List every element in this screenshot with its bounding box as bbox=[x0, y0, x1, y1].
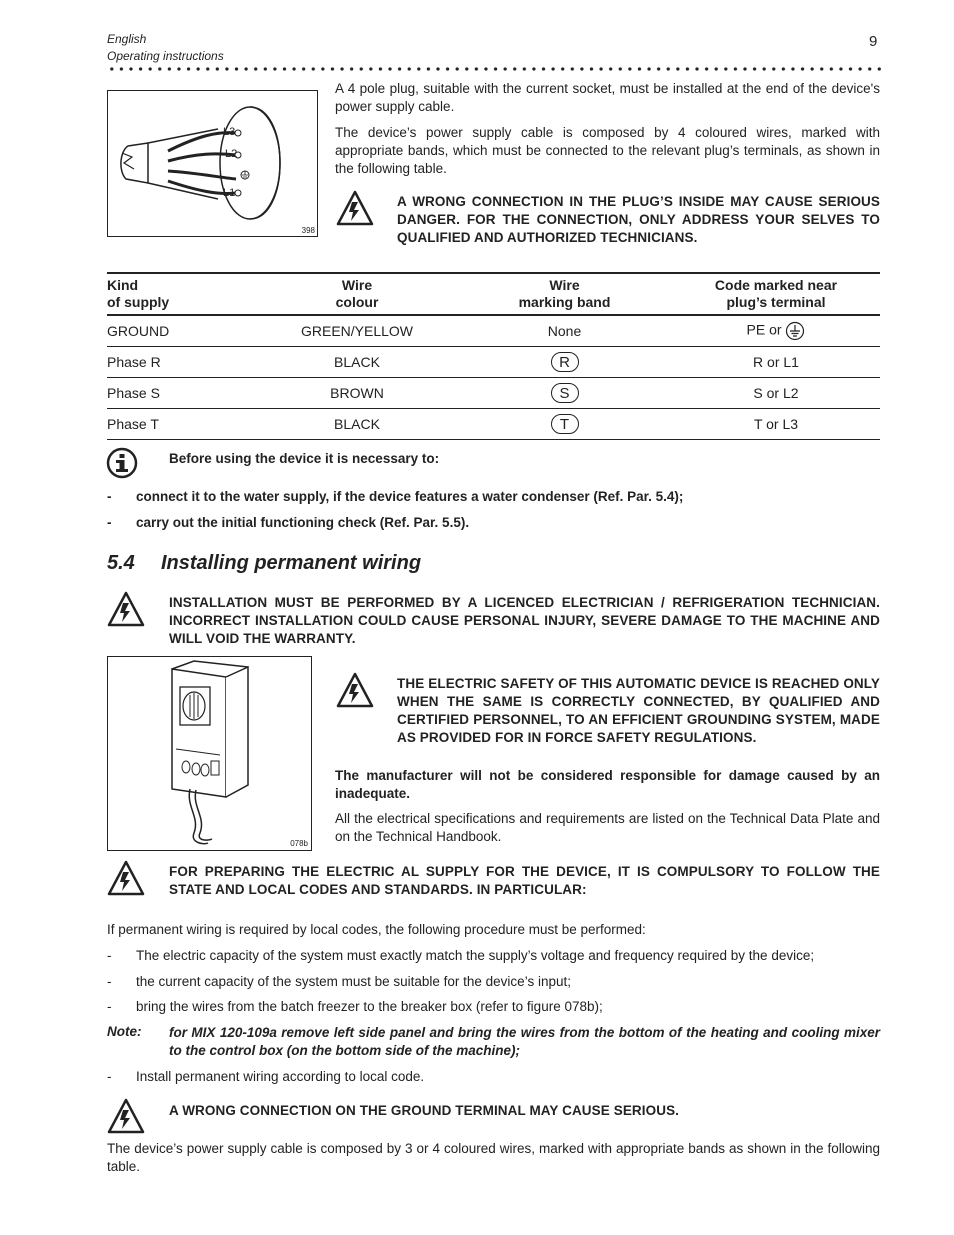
list-bullet: - bbox=[107, 999, 112, 1014]
cell-colour: BLACK bbox=[257, 409, 457, 440]
plug-label-l2: L2 bbox=[225, 148, 238, 160]
table-row bbox=[107, 315, 880, 347]
plug-label-l1: L1 bbox=[223, 187, 236, 199]
electrical-hazard-icon bbox=[107, 591, 145, 627]
band-marker-icon: T bbox=[551, 414, 579, 434]
header-language: English bbox=[107, 32, 147, 46]
electrical-hazard-icon bbox=[336, 672, 374, 708]
cell-kind: Phase S bbox=[107, 378, 257, 409]
list-bullet: - bbox=[107, 948, 112, 963]
cell-colour: BROWN bbox=[257, 378, 457, 409]
procedure-last-step: Install permanent wiring according to local code. bbox=[136, 1069, 425, 1084]
list-bullet: - bbox=[107, 489, 112, 504]
cell-colour: GREEN/YELLOW bbox=[257, 315, 457, 347]
header-divider bbox=[107, 67, 881, 71]
list-bullet: - bbox=[107, 1069, 112, 1084]
cell-code: S or L2 bbox=[672, 378, 880, 409]
breaker-box-drawing bbox=[108, 657, 311, 850]
warning-plug-connection: A WRONG CONNECTION IN THE PLUG’S INSIDE MAY CAUSE SERIOUS DANGER. FOR THE CONNECTION, ONLY ADDRESS YOUR SELVES TO QUALIFIED AND AUTHORIZED TECHNICIANS. bbox=[397, 194, 880, 245]
cell-kind: Phase T bbox=[107, 409, 257, 440]
col-header-band: Wire marking band bbox=[518, 277, 611, 310]
specs-paragraph: All the electrical specifications and requirements are listed on the Technical Data Plate and on the Technical Handbook. bbox=[335, 811, 880, 844]
manufacturer-disclaimer: The manufacturer will not be considered responsible for damage caused by an inadequate. bbox=[335, 768, 880, 801]
section-title: Installing permanent wiring bbox=[161, 552, 422, 574]
list-bullet: - bbox=[107, 515, 112, 530]
cell-kind: Phase R bbox=[107, 347, 257, 378]
table-header-row bbox=[107, 273, 880, 315]
cell-code: T or L3 bbox=[672, 409, 880, 440]
info-title: Before using the device it is necessary to: bbox=[169, 451, 440, 466]
cell-band bbox=[457, 378, 672, 409]
band-marker-icon: R bbox=[551, 352, 579, 372]
header-doc-type: Operating instructions bbox=[107, 49, 224, 63]
page-number: 9 bbox=[869, 33, 878, 50]
table-row bbox=[107, 409, 880, 440]
cell-code: R or L1 bbox=[672, 347, 880, 378]
electrical-hazard-icon bbox=[107, 860, 145, 896]
info-item-1: connect it to the water supply, if the device features a water condenser (Ref. Par. 5.4); bbox=[136, 489, 684, 504]
electrical-hazard-icon bbox=[336, 190, 374, 226]
info-item-2: carry out the initial functioning check (Ref. Par. 5.5). bbox=[136, 515, 470, 530]
list-bullet: - bbox=[107, 974, 112, 989]
band-marker-icon: S bbox=[551, 383, 579, 403]
cell-kind: GROUND bbox=[107, 315, 257, 347]
ground-symbol-icon bbox=[785, 321, 805, 341]
cell-colour: BLACK bbox=[257, 347, 457, 378]
plug-drawing bbox=[108, 91, 317, 236]
cell-code: PE or bbox=[672, 315, 880, 347]
warning-electric-safety: THE ELECTRIC SAFETY OF THIS AUTOMATIC DEVICE IS REACHED ONLY WHEN THE SAME IS CORRECTLY CONNECTED, BY QUALIFIED AND CERTIFIED PERSONNEL, TO AN EFFICIENT GROUNDING SYSTEM, MADE AS PROVIDED FOR IN FORCE SAFETY REGULATIONS. bbox=[397, 676, 880, 745]
procedure-step-3: bring the wires from the batch freezer to the breaker box (refer to figure 078b); bbox=[136, 999, 603, 1014]
plug-label-l3: L3 bbox=[223, 126, 236, 138]
info-icon bbox=[106, 447, 138, 479]
cell-band: None bbox=[457, 315, 672, 347]
table-row bbox=[107, 378, 880, 409]
warning-installation: INSTALLATION MUST BE PERFORMED BY A LICENCED ELECTRICIAN / REFRIGERATION TECHNICIAN. INCORRECT INSTALLATION COULD CAUSE PERSONAL INJURY, SEVERE DAMAGE TO THE MACHINE AND WILL VOID THE WARRANTY. bbox=[169, 595, 880, 646]
cell-band bbox=[457, 347, 672, 378]
cell-band bbox=[457, 409, 672, 440]
table-row bbox=[107, 347, 880, 378]
box-figure-id: 078b bbox=[290, 839, 308, 848]
procedure-step-1: The electric capacity of the system must exactly match the supply’s voltage and frequency required by the device; bbox=[136, 948, 815, 963]
section-number: 5.4 bbox=[107, 552, 135, 574]
breaker-box-figure bbox=[107, 656, 312, 851]
closing-paragraph: The device’s power supply cable is composed by 3 or 4 coloured wires, marked with appropriate bands as shown in the following table. bbox=[107, 1141, 880, 1174]
procedure-intro: If permanent wiring is required by local codes, the following procedure must be performed: bbox=[107, 922, 646, 937]
electrical-hazard-icon bbox=[107, 1098, 145, 1134]
intro-para-1: A 4 pole plug, suitable with the current socket, must be installed at the end of the device's power supply cable. bbox=[335, 81, 880, 114]
wire-table bbox=[107, 272, 880, 440]
col-header-kind: Kind of supply bbox=[107, 277, 170, 310]
warning-ground-terminal: A WRONG CONNECTION ON THE GROUND TERMINAL MAY CAUSE SERIOUS. bbox=[169, 1103, 680, 1118]
note-text: for MIX 120-109a remove left side panel and bring the wires from the bottom of the heating and cooling mixer to the control box (on the bottom side of the machine); bbox=[169, 1025, 880, 1058]
plug-figure-id: 398 bbox=[301, 226, 315, 235]
intro-para-2: The device’s power supply cable is composed by 4 coloured wires, marked with appropriate bands, which must be connected to the relevant plug’s terminals, as shown in the following table. bbox=[335, 125, 880, 176]
procedure-step-2: the current capacity of the system must be suitable for the device’s input; bbox=[136, 974, 571, 989]
note-label: Note: bbox=[107, 1024, 142, 1039]
warning-codes: FOR PREPARING THE ELECTRIC AL SUPPLY FOR THE DEVICE, IT IS COMPULSORY TO FOLLOW THE STATE AND LOCAL CODES AND STANDARDS. IN PARTICULAR: bbox=[169, 864, 880, 897]
col-header-code: Code marked near plug’s terminal bbox=[714, 277, 838, 310]
col-header-colour: Wire colour bbox=[335, 277, 379, 310]
plug-figure bbox=[107, 90, 318, 237]
